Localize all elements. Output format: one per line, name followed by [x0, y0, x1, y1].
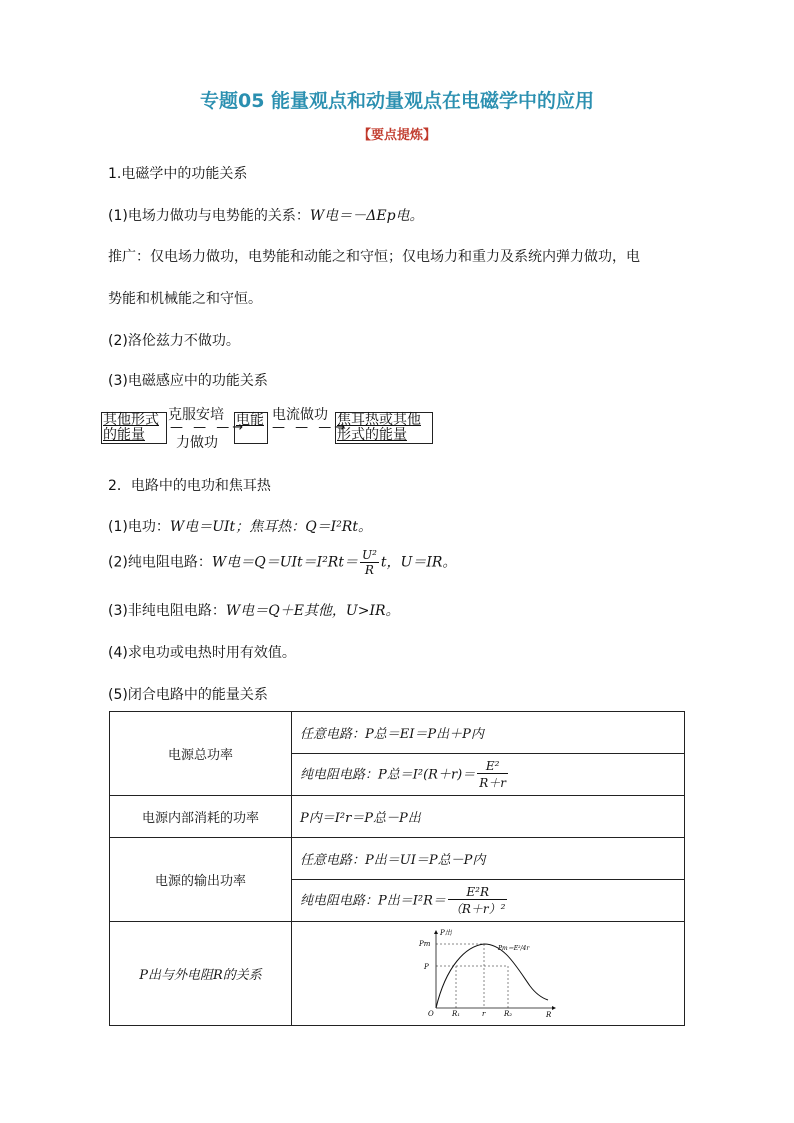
flow-arrow-2: — — —→	[272, 420, 349, 435]
section2-item2-fraction	[360, 548, 379, 577]
section2-item2-formula-b: t，U＝IR。	[380, 554, 457, 571]
table-row	[110, 838, 685, 880]
section2-item1-text: (1)电功：	[108, 519, 170, 535]
section2-item2	[108, 548, 456, 577]
pm-label: Pm	[419, 939, 431, 948]
y-axis-arrow-icon	[434, 930, 438, 934]
cell-text: P内＝I²r＝P总－P出	[300, 811, 421, 826]
cell-output-power-pure	[292, 880, 685, 922]
x-tick-r: r	[482, 1009, 486, 1018]
section1-item1-text: (1)电场力做功与电势能的关系：	[108, 208, 310, 224]
table-row	[110, 796, 685, 838]
section1-promo-line2: 势能和机械能之和守恒。	[108, 291, 262, 307]
row-label-internal-power: 电源内部消耗的功率	[110, 796, 292, 838]
section2-item1	[108, 516, 372, 536]
section1-item1-formula: W电＝－ΔEp电。	[309, 208, 424, 224]
output-power-graph	[418, 926, 558, 1018]
cell-total-power-pure	[292, 754, 685, 796]
section2-item4: (4)求电功或电热时用有效值。	[108, 645, 296, 661]
table-row	[110, 922, 685, 1026]
section1-promo-line1: 推广：仅电场力做功，电势能和动能之和守恒；仅电场力和重力及系统内弹力做功，电	[108, 249, 640, 265]
cell-total-power-any	[292, 712, 685, 754]
y-axis-label: P出	[440, 928, 452, 937]
section-subtitle: 【要点提炼】	[357, 128, 436, 143]
page-title: 专题05 能量观点和动量观点在电磁学中的应用	[199, 90, 595, 112]
row-label-output-power: 电源的输出功率	[110, 838, 292, 922]
x-axis-label: R	[546, 1010, 552, 1018]
p-label: P	[424, 962, 429, 971]
x-axis-arrow-icon	[552, 1006, 556, 1010]
section2-item3-formula: W电＝Q＋E其他，U>IR。	[225, 603, 400, 619]
cell-text: P出与外电阻R的关系	[139, 968, 262, 983]
section2-heading: 2．电路中的电功和焦耳热	[108, 478, 271, 494]
section2-item2-text: (2)纯电阻电路：	[108, 554, 212, 571]
section1-item3: (3)电磁感应中的功能关系	[108, 373, 268, 389]
section2-item3-text: (3)非纯电阻电路：	[108, 603, 226, 619]
cell-text: 纯电阻电路：P出＝I²R＝	[300, 893, 446, 908]
flow-arrow-1: — — —→	[170, 420, 247, 435]
cell-text: 任意电路：P总＝EI＝P出＋P内	[300, 727, 484, 742]
section1-heading: 1.电磁学中的功能关系	[108, 166, 248, 182]
energy-table	[109, 711, 685, 1026]
cell-fraction	[448, 885, 508, 917]
x-tick-r1: R₁	[452, 1009, 461, 1018]
section1-item1	[108, 205, 424, 225]
fraction-denominator: R＋r	[479, 775, 507, 790]
flow-box-joule-heat: 焦耳热或其他形式的能量	[335, 412, 433, 444]
cell-internal-power	[292, 796, 685, 838]
x-tick-r2: R₂	[504, 1009, 513, 1018]
flow-label-current-work: 电流做功	[272, 407, 328, 423]
section1-item2: (2)洛伦兹力不做功。	[108, 333, 240, 349]
row-label-total-power: 电源总功率	[110, 712, 292, 796]
row-label-output-vs-resistance	[110, 922, 292, 1026]
fraction-numerator: U²	[361, 548, 377, 562]
cell-text: 纯电阻电路：P总＝I²(R＋r)＝	[300, 767, 476, 782]
fraction-numerator: E²R	[448, 885, 508, 900]
table-row	[110, 712, 685, 754]
fraction-denominator: （R＋r）²	[449, 901, 506, 916]
pm-formula: Pm＝E²/4r	[498, 944, 530, 952]
flow-label-ampere-bottom: 力做功	[176, 435, 218, 451]
cell-text: 任意电路：P出＝UI＝P总－P内	[300, 853, 486, 868]
section2-item5: (5)闭合电路中的能量关系	[108, 687, 268, 703]
section2-item1-formula: W电＝UIt；焦耳热：Q＝I²Rt。	[169, 519, 372, 535]
fraction-denominator: R	[364, 563, 374, 577]
flow-label-ampere-top: 克服安培	[168, 407, 224, 423]
cell-fraction	[477, 759, 508, 791]
origin-label: O	[428, 1009, 434, 1018]
flow-box-electric-energy: 电能	[234, 412, 268, 444]
section2-item3	[108, 600, 400, 620]
fraction-numerator: E²	[477, 759, 508, 774]
cell-output-power-any	[292, 838, 685, 880]
flow-box-other-energy: 其他形式的能量	[101, 412, 167, 444]
output-power-curve	[436, 944, 548, 1008]
section2-item2-formula-a: W电＝Q＝UIt＝I²Rt＝	[211, 554, 358, 571]
cell-graph	[292, 922, 685, 1026]
